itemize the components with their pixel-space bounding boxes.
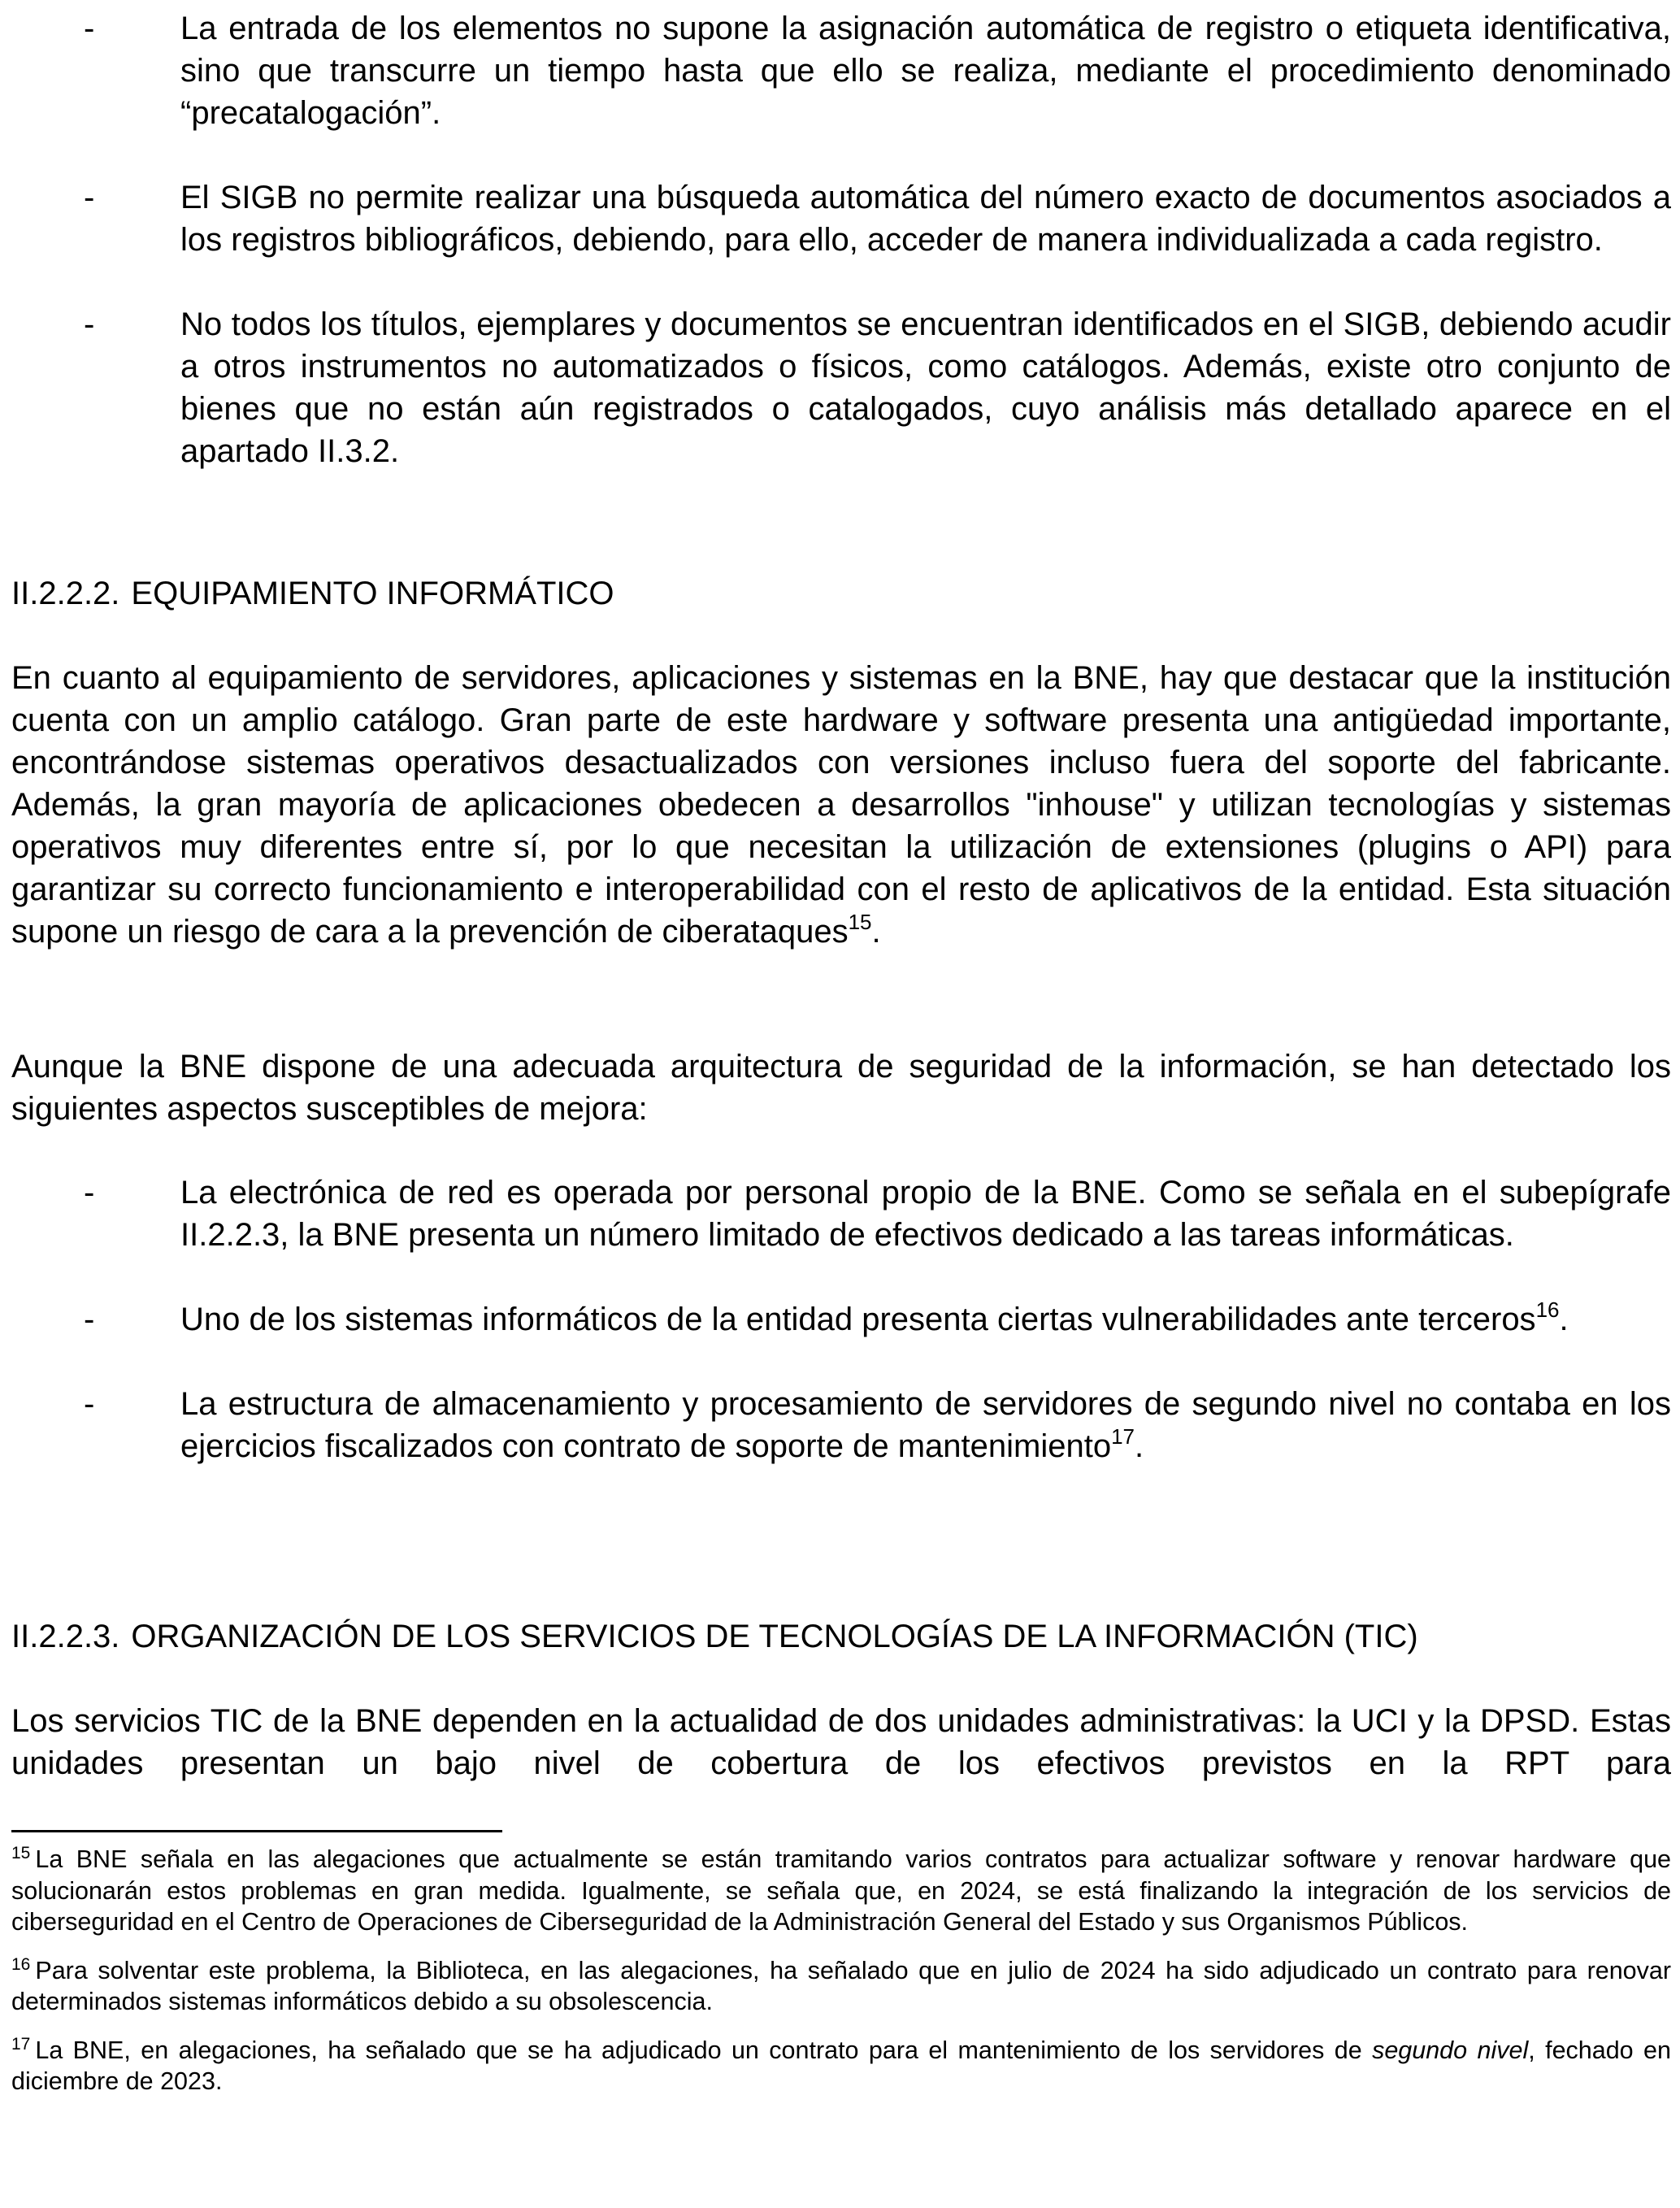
- footnote-text-before: La BNE, en alegaciones, ha señalado que se ha adjudicado un contrato para el mantenimiento de los servidores de: [35, 2036, 1373, 2064]
- bullet-dash-icon: -: [84, 1302, 95, 1337]
- footnote-separator: [11, 1830, 502, 1832]
- paragraph-equipamiento: [11, 657, 1671, 953]
- bullet-text-body: Uno de los sistemas informáticos de la entidad presenta ciertas vulnerabilidades ante terceros: [180, 1302, 1536, 1337]
- intro-bullet-list: [11, 7, 1671, 472]
- list-item: [11, 176, 1671, 261]
- footnote-text-after: , fechado en diciembre de 2023.: [11, 2036, 1671, 2095]
- bullet-text: El SIGB no permite realizar una búsqueda automática del número exacto de documentos asociados a los registros bibliográficos, debiendo, para ello, acceder de manera individualizada a cada registro.: [180, 180, 1671, 258]
- footnote-ref-16[interactable]: 16: [1535, 1297, 1560, 1322]
- footnote-16: [11, 1955, 1671, 2018]
- list-item: [11, 1383, 1671, 1467]
- footnote-text-italic: segundo nivel: [1372, 2036, 1529, 2064]
- footnote-15: [11, 1844, 1671, 1938]
- footnotes-section: [11, 1844, 1671, 2097]
- footnote-ref-15[interactable]: 15: [848, 910, 872, 934]
- footnote-number: 17: [11, 2034, 31, 2054]
- bullet-text: La electrónica de red es operada por personal propio de la BNE. Como se señala en el subepígrafe II.2.2.3, la BNE presenta un número limitado de efectivos dedicado a las tareas informáticas.: [180, 1175, 1671, 1253]
- section-heading-organizacion-tic: [11, 1615, 1418, 1658]
- paragraph-servicios-tic: Los servicios TIC de la BNE dependen en la actualidad de dos unidades administrativas: la UCI y la DPSD. Estas unidades presentan un bajo nivel de cobertura de los efectivos previstos en la RPT para: [11, 1703, 1671, 1781]
- section-number: II.2.2.3.: [11, 1619, 120, 1654]
- bullet-dash-icon: -: [84, 180, 95, 215]
- bullet-dash-icon: -: [84, 306, 95, 342]
- bullet-dash-icon: -: [84, 11, 95, 46]
- footnote-ref-17[interactable]: 17: [1111, 1424, 1135, 1449]
- footnote-text: Para solventar este problema, la Biblioteca, en las alegaciones, ha señalado que en julio de 2024 ha sido adjudicado un contrato para renovar determinados sistemas informáticos debido a su obsolescencia.: [11, 1956, 1671, 2015]
- section-number: II.2.2.2.: [11, 576, 120, 611]
- list-item: [11, 1298, 1671, 1341]
- section-title: EQUIPAMIENTO INFORMÁTICO: [131, 576, 614, 611]
- footnote-number: 16: [11, 1954, 31, 1974]
- bullet-text: [180, 1383, 1671, 1467]
- bullet-text: No todos los títulos, ejemplares y documentos se encuentran identificados en el SIGB, debiendo acudir a otros instrumentos no automatizados o físicos, como catálogos. Además, existe otro conjunto de bienes que no están aún registrados o catalogados, cuyo análisis más detallado aparece en el apartado II.3.2.: [180, 306, 1671, 469]
- bullet-text-end: .: [1134, 1428, 1144, 1464]
- bullet-text: [180, 1298, 1671, 1341]
- list-item: [11, 1171, 1671, 1256]
- bullet-text-body: La estructura de almacenamiento y procesamiento de servidores de segundo nivel no contaba en los ejercicios fiscalizados con contrato de soporte de mantenimiento: [180, 1386, 1671, 1464]
- bullet-text-end: .: [1559, 1302, 1569, 1337]
- section-title: ORGANIZACIÓN DE LOS SERVICIOS DE TECNOLOGÍAS DE LA INFORMACIÓN (TIC): [131, 1619, 1418, 1654]
- paragraph-text: En cuanto al equipamiento de servidores, aplicaciones y sistemas en la BNE, hay que destacar que la institución cuenta con un amplio catálogo. Gran parte de este hardware y software presenta una antigüedad importante, encontrándose sistemas operativos desactualizados con versiones incluso fuera del soporte del fabricante. Además, la gran mayoría de aplicaciones obedecen a desarrollos "inhouse" y utilizan tecnologías y sistemas operativos muy diferentes entre sí, por lo que necesitan la utilización de extensiones (plugins o API) para garantizar su correcto funcionamiento e interoperabilidad con el resto de aplicativos de la entidad. Esta situación supone un riesgo de cara a la prevención de ciberataques: [11, 660, 1671, 950]
- bullet-dash-icon: -: [84, 1175, 95, 1210]
- paragraph-seguridad: Aunque la BNE dispone de una adecuada arquitectura de seguridad de la información, se han detectado los siguientes aspectos susceptibles de mejora:: [11, 1049, 1671, 1127]
- section-heading-equipamiento: [11, 572, 614, 615]
- bullet-text: La entrada de los elementos no supone la asignación automática de registro o etiqueta identificativa, sino que transcurre un tiempo hasta que ello se realiza, mediante el procedimiento denominado “precatalogación”.: [180, 11, 1671, 131]
- paragraph-end: .: [871, 914, 881, 950]
- list-item: [11, 303, 1671, 472]
- bullet-dash-icon: -: [84, 1386, 95, 1422]
- improvement-bullet-list: [11, 1171, 1671, 1467]
- footnote-number: 15: [11, 1844, 31, 1862]
- footnote-text: La BNE señala en las alegaciones que actualmente se están tramitando varios contratos para actualizar software y renovar hardware que solucionarán estos problemas en gran medida. Igualmente, se señala que, en 2024, se está finalizando la integración de los servicios de ciberseguridad en el Centro de Operaciones de Ciberseguridad de la Administración General del Estado y sus Organismos Públicos.: [11, 1845, 1671, 1936]
- footnote-17: [11, 2035, 1671, 2097]
- list-item: [11, 7, 1671, 134]
